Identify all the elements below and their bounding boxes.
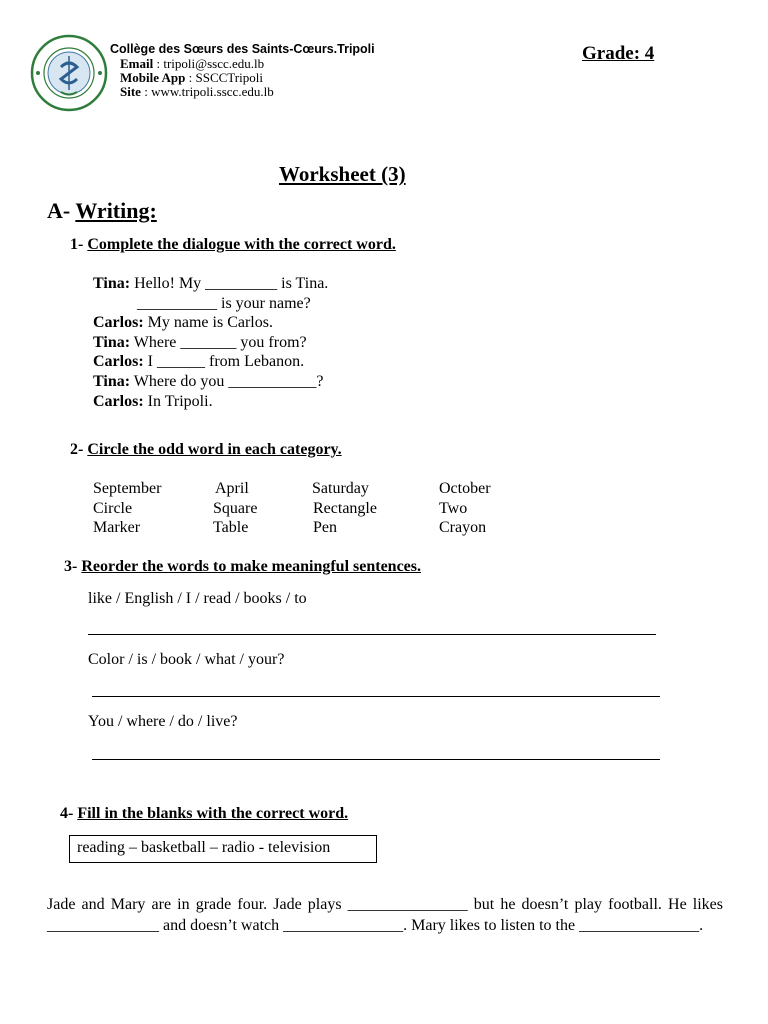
dialogue-line: Tina: Hello! My _________ is Tina.	[93, 275, 329, 292]
section-label: Writing:	[75, 198, 157, 223]
dialogue-line: __________ is your name?	[137, 295, 311, 312]
answer-line[interactable]	[92, 759, 660, 760]
dialogue-line: Carlos: My name is Carlos.	[93, 314, 273, 331]
category-word: April	[215, 480, 249, 497]
answer-line[interactable]	[88, 634, 656, 635]
answer-line[interactable]	[92, 696, 660, 697]
category-word: Pen	[313, 519, 337, 536]
mobile-app-value: : SSCCTripoli	[185, 70, 263, 85]
question-4-heading	[60, 805, 348, 823]
email-value: : tripoli@sscc.edu.lb	[153, 56, 265, 71]
word-bank-box	[69, 835, 377, 863]
dialogue-line: Carlos: In Tripoli.	[93, 393, 213, 410]
site-line	[120, 84, 274, 100]
school-name: Collège des Sœurs des Saints-Cœurs.Tripoli	[110, 42, 375, 56]
section-prefix: A-	[47, 198, 76, 223]
school-logo	[30, 34, 108, 112]
mobile-app-label: Mobile App	[120, 70, 186, 85]
dialogue-line: Tina: Where do you ___________?	[93, 373, 324, 390]
site-value: : www.tripoli.sscc.edu.lb	[140, 84, 274, 99]
question-1-number: 1-	[70, 236, 88, 253]
category-word: Square	[213, 500, 258, 517]
question-3-number: 3-	[64, 558, 82, 575]
worksheet-title: Worksheet (3)	[279, 162, 406, 186]
category-word: Two	[439, 500, 468, 517]
fill-in-paragraph: Jade and Mary are in grade four. Jade plays _______________ but he doesn’t play football. He likes ______________ and doesn’t watch _______________. Mary likes to listen to the _______________.	[47, 896, 723, 934]
email-label: Email	[120, 56, 154, 71]
question-3-instruction: Reorder the words to make meaningful sentences.	[81, 558, 421, 575]
question-4-instruction: Fill in the blanks with the correct word.	[77, 805, 349, 822]
question-4-number: 4-	[60, 805, 78, 822]
category-word: Rectangle	[313, 500, 377, 517]
dialogue-line: Tina: Where _______ you from?	[93, 334, 307, 351]
category-word: Table	[213, 519, 249, 536]
scrambled-sentence: You / where / do / live?	[88, 713, 238, 730]
category-word: Marker	[93, 519, 141, 536]
category-word: October	[439, 480, 491, 497]
dialogue-line: Carlos: I ______ from Lebanon.	[93, 353, 305, 370]
category-word: Saturday	[312, 480, 369, 497]
word-bank-text: reading – basketball – radio - television	[77, 839, 331, 856]
question-2-instruction: Circle the odd word in each category.	[87, 441, 342, 458]
question-1-instruction: Complete the dialogue with the correct word.	[87, 236, 396, 253]
question-1-heading	[70, 236, 396, 254]
category-word: Crayon	[439, 519, 487, 536]
question-3-heading	[64, 558, 421, 576]
category-word: September	[93, 480, 162, 497]
section-heading	[47, 198, 157, 224]
scrambled-sentence: Color / is / book / what / your?	[88, 651, 285, 668]
grade-label: Grade: 4	[582, 43, 655, 64]
question-2-number: 2-	[70, 441, 88, 458]
question-2-heading	[70, 441, 342, 459]
category-word: Circle	[93, 500, 133, 517]
scrambled-sentence: like / English / I / read / books / to	[88, 590, 307, 607]
site-label: Site	[120, 84, 141, 99]
